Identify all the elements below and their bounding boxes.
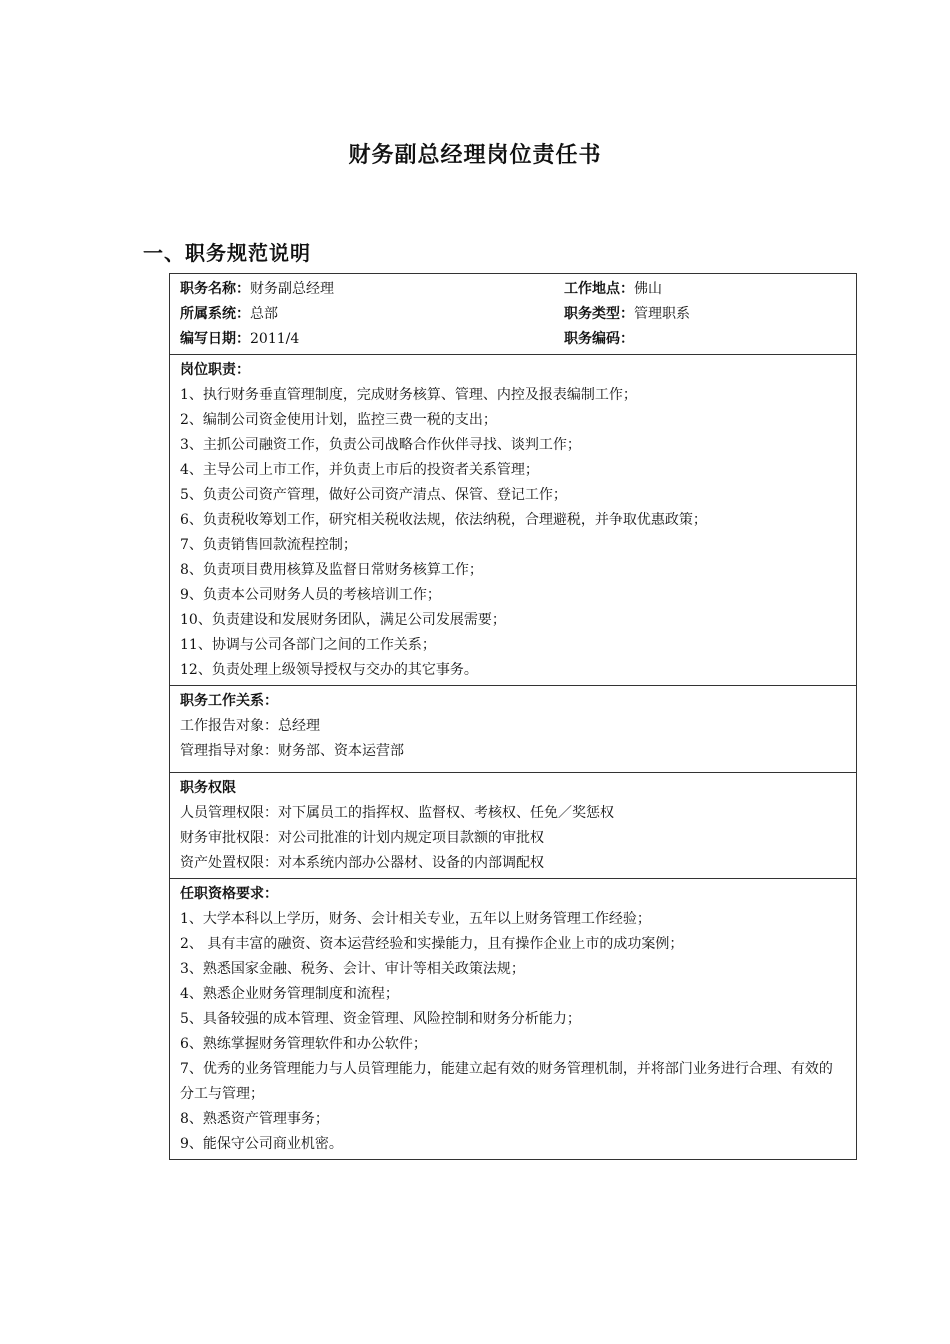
duty-item: 10、负责建设和发展财务团队，满足公司发展需要；	[180, 612, 506, 628]
location-value: 佛山	[634, 281, 662, 297]
qualification-item: 7、优秀的业务管理能力与人员管理能力，能建立起有效的财务管理机制，并将部门业务进行合理、有效的分工与管理；	[180, 1061, 833, 1102]
qualification-item: 9、能保守公司商业机密。	[180, 1136, 343, 1152]
job-name-value: 财务副总经理	[250, 281, 334, 297]
relation-item: 工作报告对象：总经理	[180, 718, 320, 734]
duty-item: 11、协调与公司各部门之间的工作关系；	[180, 637, 436, 653]
qualifications-label: 任职资格要求：	[180, 886, 278, 902]
date-value: 2011/4	[250, 331, 300, 347]
qualification-item: 4、熟悉企业财务管理制度和流程；	[180, 986, 399, 1002]
system-value: 总部	[250, 306, 278, 322]
job-info-block	[170, 274, 856, 354]
qualification-item: 6、熟练掌握财务管理软件和办公软件；	[180, 1036, 427, 1052]
job-type-label: 职务类型：	[564, 306, 634, 322]
duty-item: 1、执行财务垂直管理制度，完成财务核算、管理、内控及报表编制工作；	[180, 387, 637, 403]
job-type-value: 管理职系	[634, 306, 690, 322]
qualification-item: 8、熟悉资产管理事务；	[180, 1111, 329, 1127]
authority-item: 资产处置权限：对本系统内部办公器材、设备的内部调配权	[180, 855, 544, 871]
job-name-label: 职务名称：	[180, 281, 250, 297]
duty-item: 3、主抓公司融资工作，负责公司战略合作伙伴寻找、谈判工作；	[180, 437, 581, 453]
info-row-name	[180, 277, 846, 302]
duty-item: 12、负责处理上级领导授权与交办的其它事务。	[180, 662, 478, 678]
duty-item: 5、负责公司资产管理，做好公司资产清点、保管、登记工作；	[180, 487, 567, 503]
authority-label: 职务权限	[180, 780, 236, 796]
page-title: 财务副总经理岗位责任书	[348, 142, 602, 168]
relation-item: 管理指导对象：财务部、资本运营部	[180, 743, 404, 759]
duty-item: 7、负责销售回款流程控制；	[180, 537, 357, 553]
relations-label: 职务工作关系：	[180, 693, 278, 709]
info-row-date	[180, 327, 846, 352]
duty-item: 4、主导公司上市工作，并负责上市后的投资者关系管理；	[180, 462, 539, 478]
duty-item: 2、编制公司资金使用计划，监控三费一税的支出；	[180, 412, 497, 428]
date-label: 编写日期：	[180, 331, 250, 347]
relations-block	[170, 685, 856, 772]
qualification-item: 5、具备较强的成本管理、资金管理、风险控制和财务分析能力；	[180, 1011, 581, 1027]
duty-item: 6、负责税收筹划工作，研究相关税收法规，依法纳税，合理避税，并争取优惠政策；	[180, 512, 707, 528]
info-row-system	[180, 302, 846, 327]
code-label: 职务编码：	[564, 331, 634, 347]
duty-item: 8、负责项目费用核算及监督日常财务核算工作；	[180, 562, 483, 578]
job-spec-table	[169, 273, 857, 1160]
section-heading-job-spec: 一、职务规范说明	[143, 241, 311, 265]
location-label: 工作地点：	[564, 281, 634, 297]
qualification-item: 2、 具有丰富的融资、资本运营经验和实操能力，且有操作企业上市的成功案例；	[180, 936, 684, 952]
duties-block	[170, 354, 856, 685]
qualifications-block	[170, 878, 856, 1159]
qualification-item: 3、熟悉国家金融、税务、会计、审计等相关政策法规；	[180, 961, 525, 977]
duties-label: 岗位职责：	[180, 362, 250, 378]
system-label: 所属系统：	[180, 306, 250, 322]
qualification-item: 1、大学本科以上学历，财务、会计相关专业，五年以上财务管理工作经验；	[180, 911, 651, 927]
duty-item: 9、负责本公司财务人员的考核培训工作；	[180, 587, 441, 603]
authority-item: 人员管理权限：对下属员工的指挥权、监督权、考核权、任免／奖惩权	[180, 805, 614, 821]
authority-item: 财务审批权限：对公司批准的计划内规定项目款额的审批权	[180, 830, 544, 846]
authority-block	[170, 772, 856, 878]
